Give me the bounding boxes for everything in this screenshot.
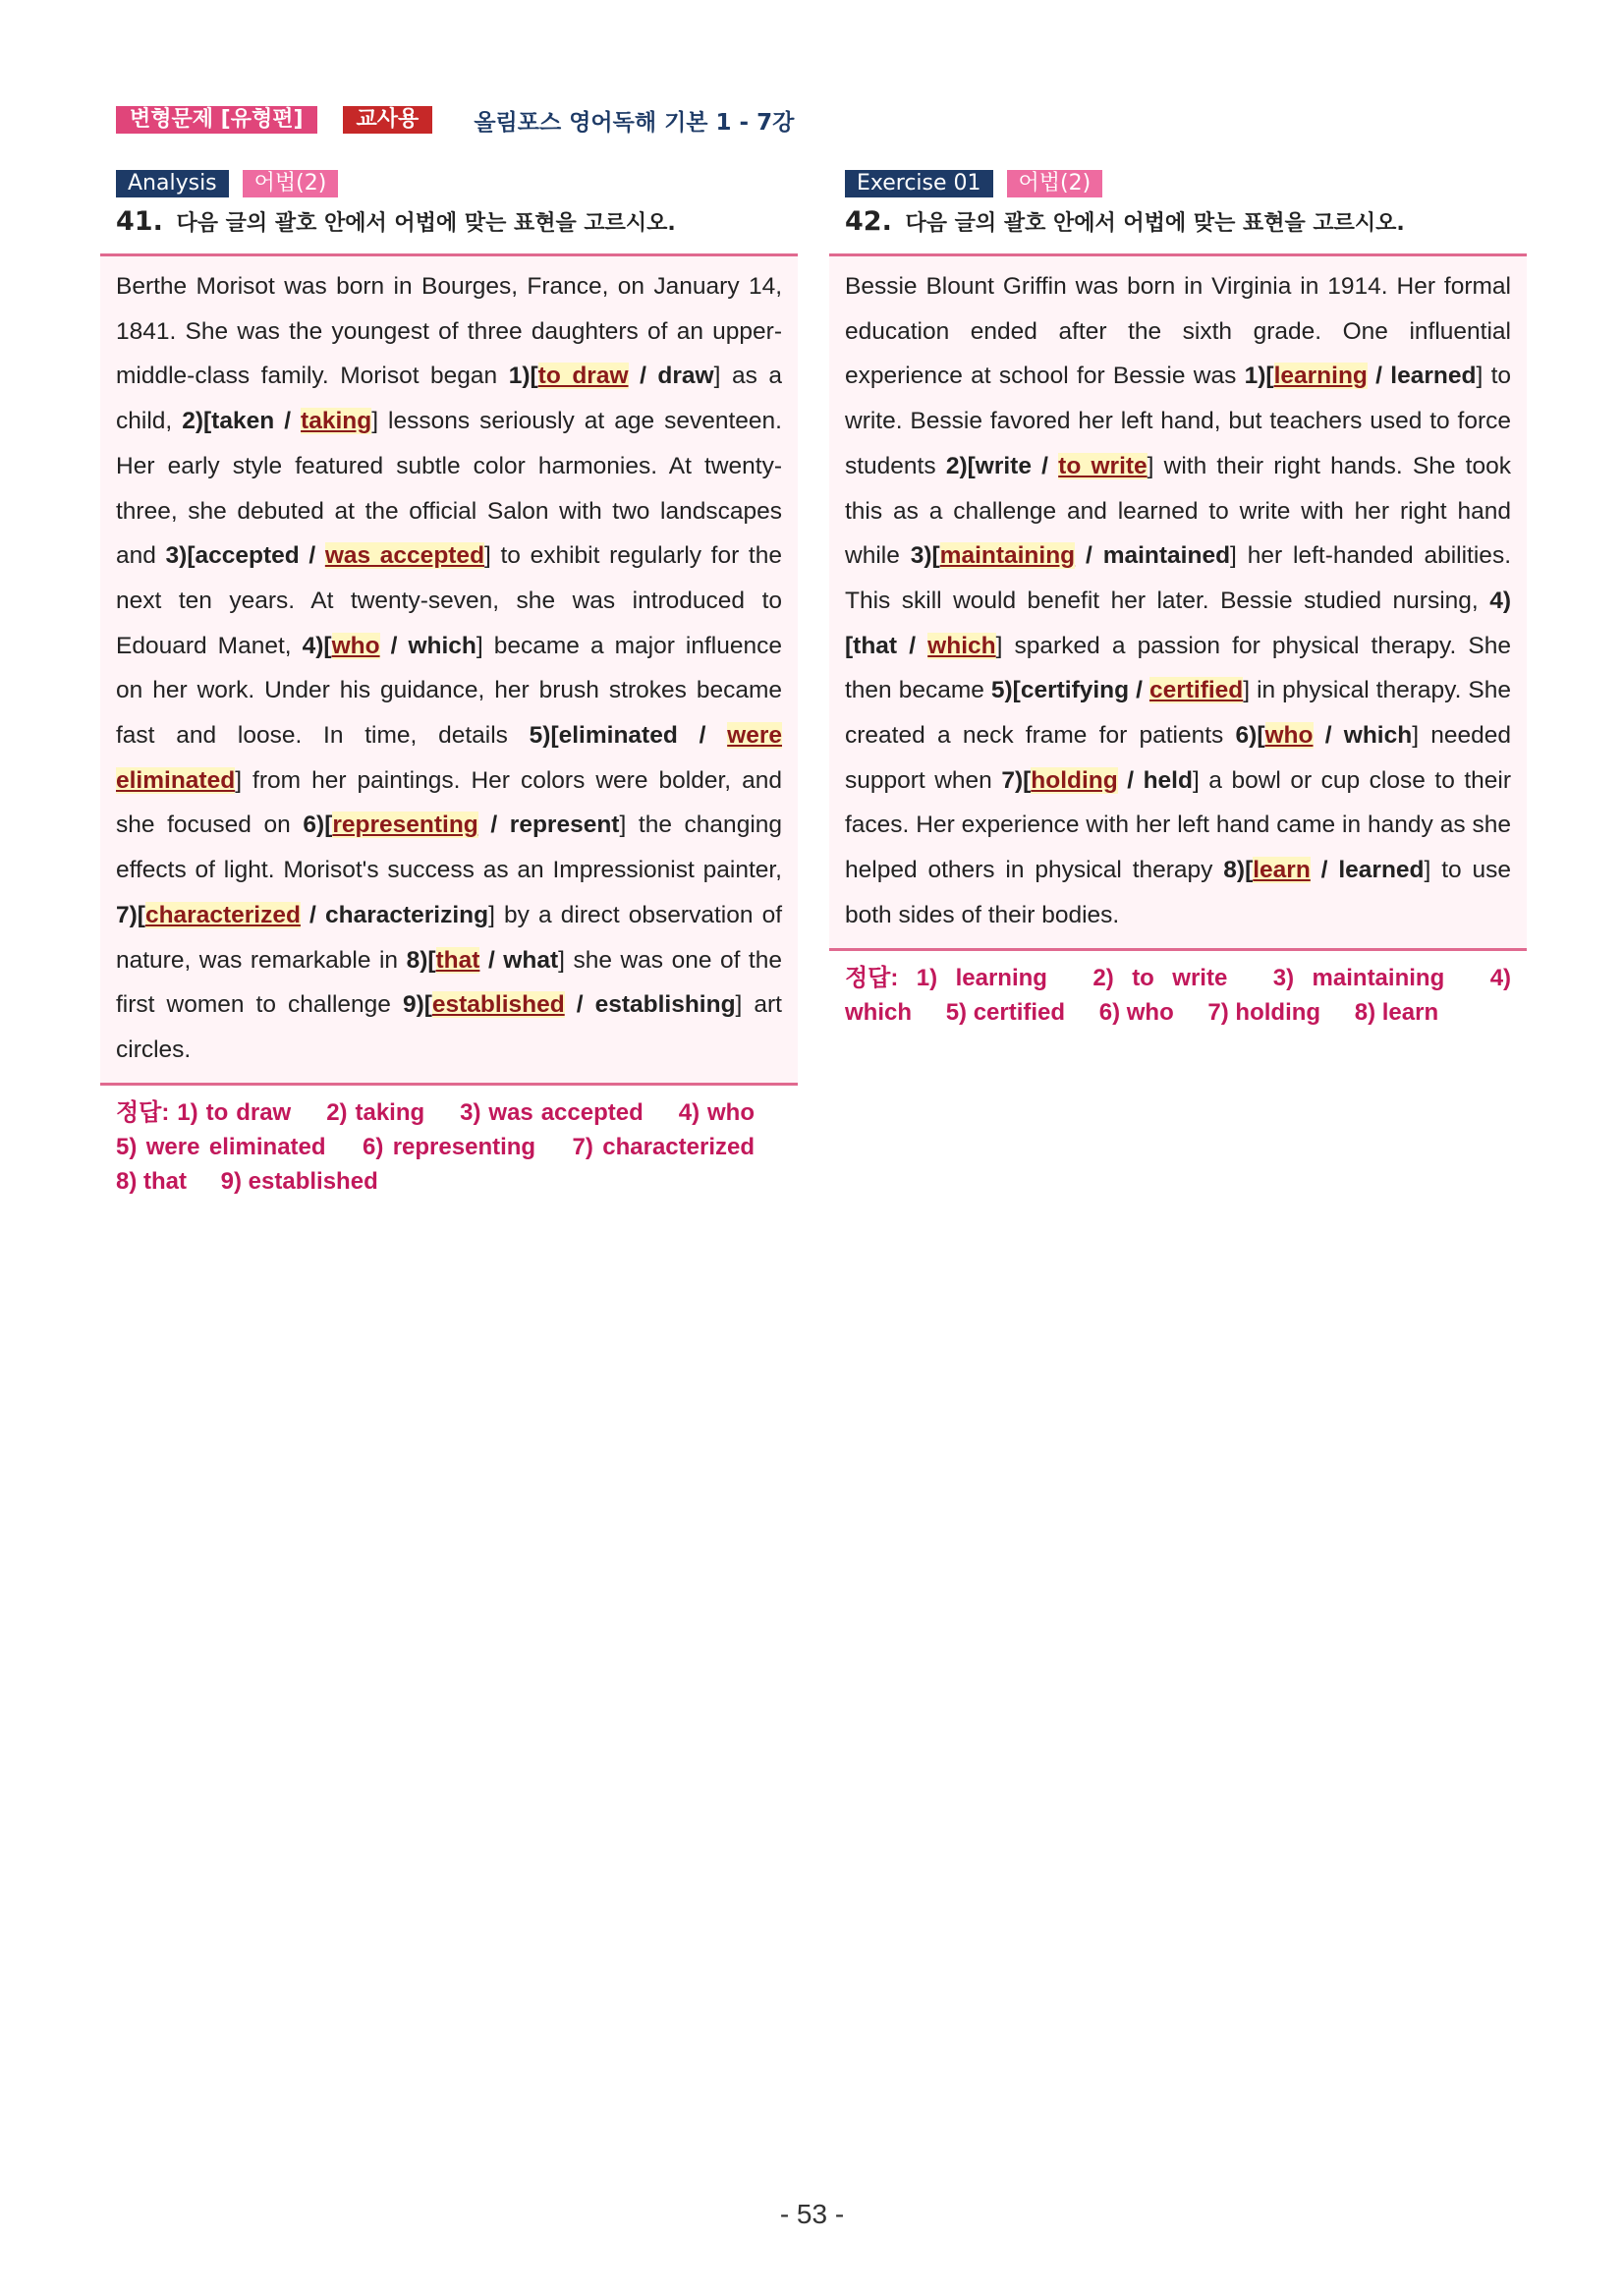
- answer-choice: who: [1264, 722, 1314, 750]
- answer-item: 2) taking: [326, 1098, 425, 1126]
- question-number: 41.: [116, 206, 163, 237]
- answer-choice: representing: [332, 812, 478, 839]
- answer-item: 3) was accepted: [460, 1098, 644, 1126]
- question-42: [845, 204, 1527, 240]
- page-header: [116, 103, 794, 137]
- type-tag: 변형문제 [유형편]: [116, 106, 317, 134]
- answer-choice: was accepted: [324, 542, 485, 570]
- passage-box: [829, 253, 1527, 951]
- question-text: 다음 글의 괄호 안에서 어법에 맞는 표현을 고르시오.: [905, 211, 1405, 236]
- answer-item: 9) established: [220, 1167, 378, 1195]
- answer-item: 3) maintaining: [1272, 964, 1445, 991]
- answer-item: 정답: 1) learning: [845, 964, 1047, 991]
- wrong-choice: held: [1143, 766, 1193, 794]
- answer-choice: to draw: [537, 363, 629, 390]
- left-column: [100, 169, 798, 1199]
- passage-box: [100, 253, 798, 1086]
- wrong-choice: represent: [509, 812, 620, 839]
- answer-choice: taking: [301, 408, 372, 435]
- answer-choice: that: [435, 946, 480, 974]
- page-number: - 53 -: [779, 2199, 845, 2229]
- question-text: 다음 글의 괄호 안에서 어법에 맞는 표현을 고르시오.: [176, 211, 676, 236]
- answer-item: 6) who: [1098, 998, 1174, 1026]
- answer-key: [100, 1095, 798, 1199]
- answer-choice: learn: [1253, 857, 1311, 884]
- wrong-choice: write: [975, 452, 1032, 479]
- wrong-choice: which: [1343, 722, 1413, 750]
- wrong-choice: eliminated: [558, 722, 678, 750]
- answer-choice: certified: [1148, 677, 1244, 704]
- wrong-choice: learned: [1338, 857, 1425, 884]
- answer-choice: learning: [1273, 363, 1368, 390]
- answer-choice: to write: [1058, 452, 1148, 479]
- analysis-label: Analysis: [116, 170, 229, 197]
- answer-item: 7) holding: [1207, 998, 1321, 1026]
- answer-item: 7) characterized: [572, 1133, 755, 1160]
- exercise-label: Exercise 01: [845, 170, 993, 197]
- answer-choice: who: [331, 632, 380, 659]
- answer-item: 8) learn: [1354, 998, 1439, 1026]
- book-title: 올림포스 영어독해 기본 1 - 7강: [474, 109, 795, 136]
- wrong-choice: taken: [211, 408, 275, 435]
- grammar-label: 어법(2): [1007, 170, 1103, 197]
- question-number: 42.: [845, 206, 892, 237]
- grammar-label: 어법(2): [243, 170, 339, 197]
- wrong-choice: characterizing: [324, 901, 489, 928]
- answer-key: [829, 961, 1527, 1030]
- question-41: [116, 204, 798, 240]
- answer-item: 6) representing: [362, 1133, 536, 1160]
- answer-item: 2) to write: [1092, 964, 1228, 991]
- answer-choice: characterized: [144, 901, 301, 928]
- wrong-choice: which: [408, 632, 476, 659]
- left-labels: [116, 169, 798, 198]
- answer-item: 4) which: [845, 964, 1512, 1026]
- answer-item: 4) who: [678, 1098, 755, 1126]
- passage-text: Bessie Blount Griffin was born in Virginia in 1914. Her formal education ended after the sixth grade. One influential experience at school for Bessie was 1)[learning / learned] to write. Bessie favored her left hand, but teachers used to force students 2)[write / to write] with their right hands. She took this as a challenge and learned to write with her right hand while 3)[maintaining / maintained] her left-handed abilities. This skill would benefit her later. Bessie studied nursing, 4)[that / which] sparked a passion for physical therapy. She then became 5)[certifying / certified] in physical therapy. She created a neck frame for patients 6)[who / which] needed support when 7)[holding / held] a bowl or cup close to their faces. Her experience with her left hand came in handy as she helped others in physical therapy 8)[learn / learned] to use both sides of their bodies.: [845, 273, 1512, 928]
- answer-item: 5) were eliminated: [116, 1133, 326, 1160]
- answer-choice: established: [431, 991, 565, 1019]
- wrong-choice: learned: [1390, 363, 1477, 390]
- right-labels: [845, 169, 1527, 198]
- wrong-choice: establishing: [594, 991, 736, 1019]
- wrong-choice: what: [503, 946, 559, 974]
- wrong-choice: draw: [657, 363, 714, 390]
- wrong-choice: certifying: [1020, 677, 1130, 704]
- answer-item: 8) that: [116, 1167, 187, 1195]
- right-column: [829, 169, 1527, 1030]
- answer-choice: maintaining: [939, 542, 1076, 570]
- answer-choice: which: [927, 632, 996, 659]
- answer-choice: holding: [1031, 766, 1118, 794]
- wrong-choice: accepted: [195, 542, 300, 570]
- wrong-choice: maintained: [1102, 542, 1231, 570]
- teacher-tag: 교사용: [343, 106, 433, 134]
- passage-text: Berthe Morisot was born in Bourges, France, on January 14, 1841. She was the youngest of three daughters of an upper-middle-class family. Morisot began 1)[to draw / draw] as a child, 2)[taken / taking] lessons seriously at age seventeen. Her early style featured subtle color harmonies. At twenty-three, she debuted at the official Salon with two landscapes and 3)[accepted / was accepted] to exhibit regularly for the next ten years. At twenty-seven, she was introduced to Edouard Manet, 4)[who / which] became a major influence on her work. Under his guidance, her brush strokes became fast and loose. In time, details 5)[eliminated / were eliminated] from her paintings. Her colors were bolder, and she focused on 6)[representing / represent] the changing effects of light. Morisot's success as an Impressionist painter, 7)[characterized / characterizing] by a direct observation of nature, was remarkable in 8)[that / what] she was one of the first women to challenge 9)[established / establishing] art circles.: [116, 273, 783, 1063]
- wrong-choice: that: [853, 632, 898, 659]
- answer-choice: were eliminated: [116, 722, 782, 794]
- answer-item: 5) certified: [945, 998, 1066, 1026]
- answer-item: 정답: 1) to draw: [116, 1098, 292, 1126]
